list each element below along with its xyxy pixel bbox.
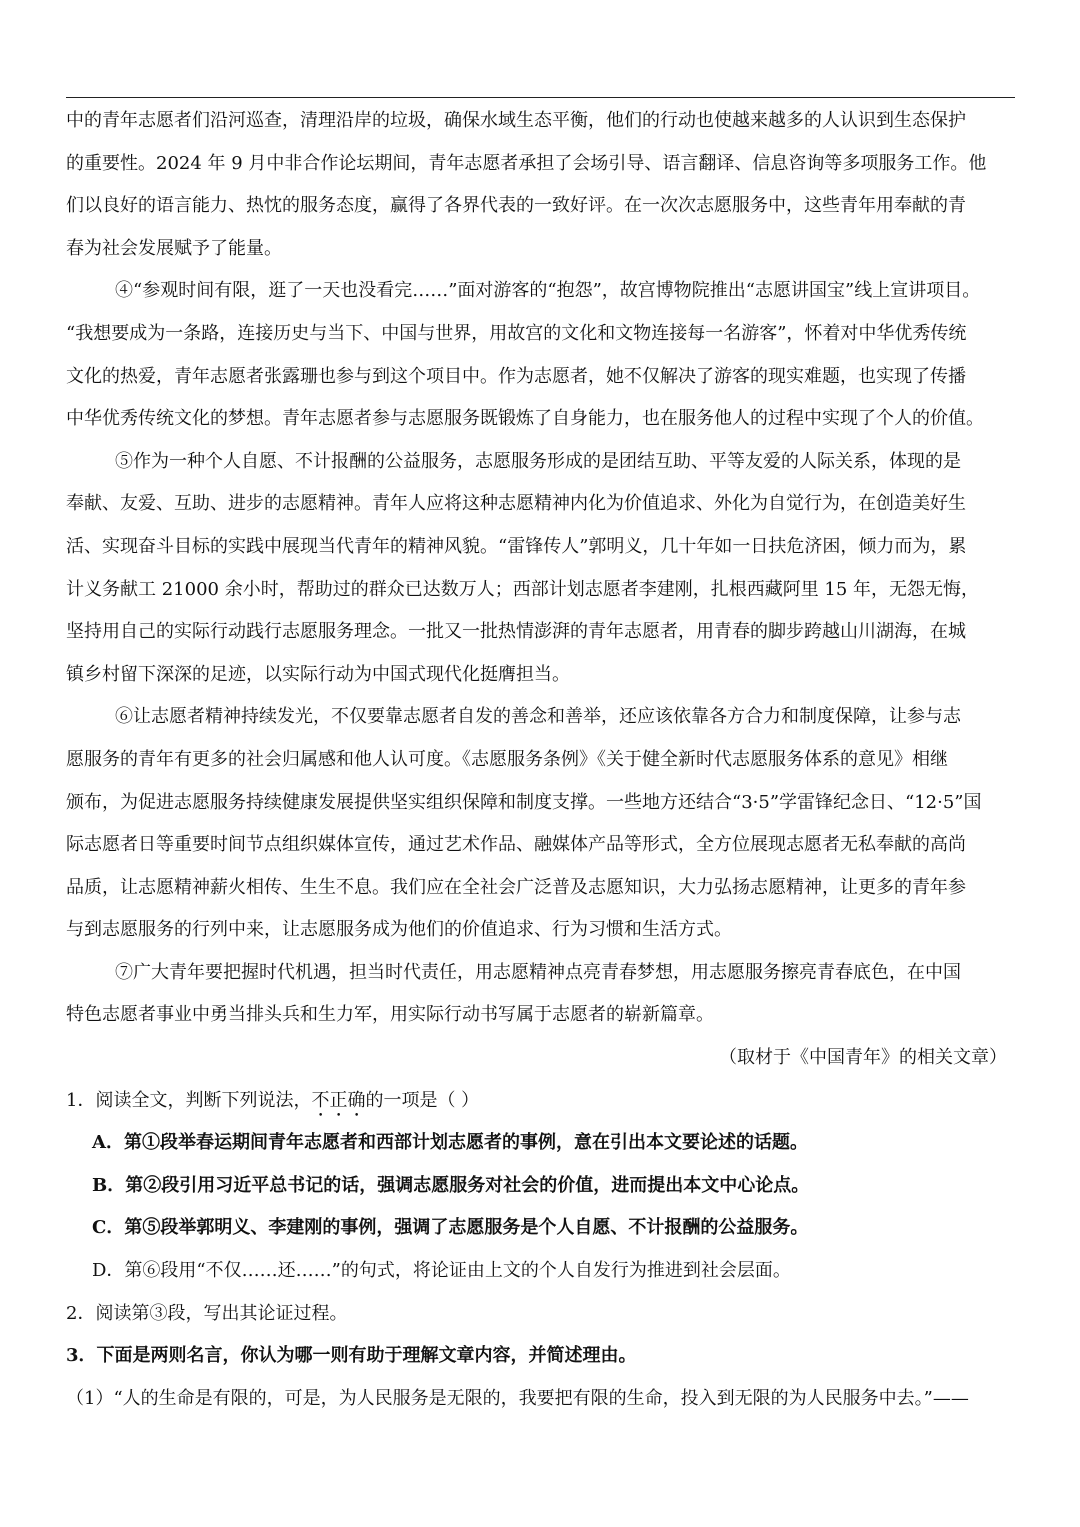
text-line: ⑦广大青年要把握时代机遇，担当时代责任，用志愿精神点亮青春梦想，用志愿服务擦亮青春底色，在中国	[115, 961, 961, 983]
text-line: ⑥让志愿者精神持续发光，不仅要靠志愿者自发的善念和善举，还应该依靠各方合力和制度保障，让参与志	[115, 706, 961, 728]
text-line: 活、实现奋斗目标的实践中展现当代青年的精神风貌。“雷锋传人”郭明义，几十年如一日扶危济困，倾力而为，累	[66, 535, 967, 557]
paragraph-6	[66, 696, 1015, 952]
option-text: 第②段引用习近平总书记的话，强调志愿服务对社会的价值，进而提出本文中心论点。	[125, 1174, 810, 1196]
document-body	[66, 100, 1015, 1420]
paragraph-5	[66, 441, 1015, 697]
header-rule	[66, 97, 1015, 98]
option-letter: B．	[92, 1174, 126, 1196]
question-2	[66, 1293, 1015, 1336]
paragraph-3-continued	[66, 100, 1015, 270]
text-line: 特色志愿者事业中勇当排头兵和生力军，用实际行动书写属于志愿者的崭新篇章。	[66, 1004, 714, 1026]
text-line: “我想要成为一条路，连接历史与当下、中国与世界，用故宫的文化和文物连接每一名游客”，怀着对中华优秀传统	[66, 322, 967, 344]
paragraph-4	[66, 270, 1015, 440]
question-number: 3．	[66, 1345, 97, 1367]
text-line: ⑤作为一种个人自愿、不计报酬的公益服务，志愿服务形成的是团结互助、平等友爱的人际关系，体现的是	[115, 450, 961, 472]
text-line: 中华优秀传统文化的梦想。青年志愿者参与志愿服务既锻炼了自身能力，也在服务他人的过程中实现了个人的价值。	[66, 408, 984, 430]
question-number: 1．	[66, 1089, 96, 1111]
text-line: 颁布，为促进志愿服务持续健康发展提供坚实组织保障和制度支撑。一些地方还结合“3·5”学雷锋纪念日、“12·5”国	[66, 791, 982, 813]
text-line: ④“参观时间有限，逛了一天也没看完……”面对游客的“抱怨”，故宫博物院推出“志愿讲国宝”线上宣讲项目。	[115, 280, 981, 302]
option-text: 第⑤段举郭明义、李建刚的事例，强调了志愿服务是个人自愿、不计报酬的公益服务。	[124, 1217, 809, 1239]
option-text: 第①段举春运期间青年志愿者和西部计划志愿者的事例，意在引出本文要论述的话题。	[123, 1132, 808, 1154]
source-citation: （取材于《中国青年》的相关文章）	[719, 1047, 1007, 1069]
text-line: 文化的热爱，青年志愿者张露珊也参与到这个项目中。作为志愿者，她不仅解决了游客的现实难题，也实现了传播	[66, 365, 966, 387]
text-line: 中的青年志愿者们沿河巡查，清理沿岸的垃圾，确保水域生态平衡，他们的行动也使越来越多的人认识到生态保护	[66, 110, 966, 131]
option-letter: C．	[92, 1217, 125, 1239]
question-3	[66, 1335, 1015, 1378]
question-text-tail: 的一项是（ ）	[365, 1089, 480, 1111]
question-text: 阅读第③段，写出其论证过程。	[95, 1302, 348, 1324]
paragraph-7	[66, 952, 1015, 1037]
text-line: 的重要性。2024 年 9 月中非合作论坛期间，青年志愿者承担了会场引导、语言翻译、信息咨询等多项服务工作。他	[66, 152, 987, 174]
question-1	[66, 1080, 1015, 1123]
text-line: 奉献、友爱、互助、进步的志愿精神。青年人应将这种志愿精神内化为价值追求、外化为自觉行为，在创造美好生	[66, 493, 966, 515]
text-line: 坚持用自己的实际行动践行志愿服务理念。一批又一批热情澎湃的青年志愿者，用青春的脚步跨越山川湖海，在城	[66, 621, 966, 643]
emphasized-text: 不正确	[311, 1089, 366, 1111]
question-text: 阅读全文，判断下列说法，	[95, 1089, 312, 1111]
text-line: 镇乡村留下深深的足迹，以实际行动为中国式现代化挺膺担当。	[66, 663, 570, 685]
text-line: 们以良好的语言能力、热忱的服务态度，赢得了各界代表的一致好评。在一次次志愿服务中，这些青年用奉献的青	[66, 195, 966, 217]
option-text: 第⑥段用“不仅……还……”的句式，将论证由上文的个人自发行为推进到社会层面。	[124, 1260, 791, 1282]
option-d[interactable]	[66, 1250, 1015, 1293]
question-number: 2．	[66, 1302, 96, 1324]
option-a[interactable]	[66, 1122, 1015, 1165]
option-b[interactable]	[66, 1165, 1015, 1208]
text-line: 愿服务的青年有更多的社会归属感和他人认可度。《志愿服务条例》《关于健全新时代志愿服务体系的意见》相继	[66, 748, 948, 770]
option-letter: A．	[92, 1132, 124, 1154]
option-letter: D．	[92, 1260, 125, 1282]
text-line: 际志愿者日等重要时间节点组织媒体宣传，通过艺术作品、融媒体产品等形式，全方位展现志愿者无私奉献的高尚	[66, 834, 966, 856]
quote-1: （1）“人的生命是有限的，可是，为人民服务是无限的，我要把有限的生命，投入到无限的为人民服务中去。”——	[66, 1387, 969, 1409]
text-line: 春为社会发展赋予了能量。	[66, 237, 282, 259]
text-line: 计义务献工 21000 余小时，帮助过的群众已达数万人；西部计划志愿者李建刚，扎根西藏阿里 15 年，无怨无悔，	[66, 578, 980, 600]
text-line: 品质，让志愿精神薪火相传、生生不息。我们应在全社会广泛普及志愿知识，大力弘扬志愿精神，让更多的青年参	[66, 876, 966, 898]
text-line: 与到志愿服务的行列中来，让志愿服务成为他们的价值追求、行为习惯和生活方式。	[66, 919, 732, 941]
question-text: 下面是两则名言，你认为哪一则有助于理解文章内容，并简述理由。	[96, 1345, 637, 1367]
option-c[interactable]	[66, 1207, 1015, 1250]
